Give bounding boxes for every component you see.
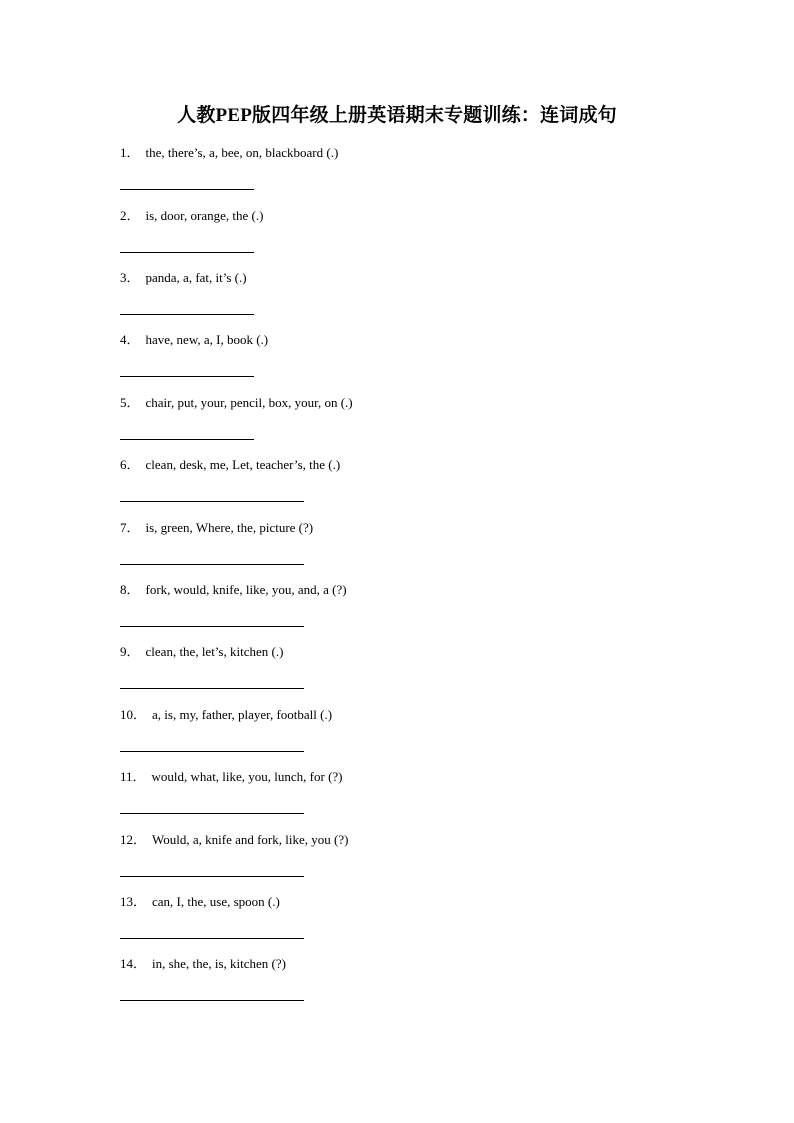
question-prompt <box>120 830 348 850</box>
answer-line[interactable] <box>120 876 304 877</box>
answer-line[interactable] <box>120 189 254 190</box>
question-words: have, new, a, I, book (.) <box>145 332 269 347</box>
question-prompt <box>120 268 247 288</box>
question-words: chair, put, your, pencil, box, your, on (.) <box>145 395 353 410</box>
question-prompt <box>120 954 286 974</box>
question-number: 11． <box>120 769 146 784</box>
question-item <box>120 580 720 642</box>
question-item <box>120 954 720 1016</box>
question-number: 9． <box>120 644 140 659</box>
question-item <box>120 268 720 330</box>
question-number: 14． <box>120 956 147 971</box>
answer-line[interactable] <box>120 1000 304 1001</box>
answer-line[interactable] <box>120 252 254 253</box>
question-prompt <box>120 455 340 475</box>
question-prompt <box>120 518 313 538</box>
question-number: 2． <box>120 208 140 223</box>
question-number: 3． <box>120 270 140 285</box>
question-prompt <box>120 892 280 912</box>
question-words: a, is, my, father, player, football (.) <box>152 707 333 722</box>
question-number: 6． <box>120 457 140 472</box>
question-item <box>120 892 720 954</box>
answer-line[interactable] <box>120 501 304 502</box>
question-number: 4． <box>120 332 140 347</box>
question-item <box>120 143 720 205</box>
question-prompt <box>120 206 263 226</box>
question-number: 13． <box>120 894 147 909</box>
answer-line[interactable] <box>120 938 304 939</box>
question-number: 12． <box>120 832 147 847</box>
question-prompt <box>120 767 343 787</box>
answer-line[interactable] <box>120 314 254 315</box>
question-item <box>120 642 720 704</box>
question-words: is, green, Where, the, picture (?) <box>145 520 314 535</box>
answer-line[interactable] <box>120 626 304 627</box>
question-item <box>120 518 720 580</box>
question-item <box>120 206 720 268</box>
question-words: can, I, the, use, spoon (.) <box>152 894 280 909</box>
question-item <box>120 393 720 455</box>
answer-line[interactable] <box>120 564 304 565</box>
question-number: 5． <box>120 395 140 410</box>
question-number: 10． <box>120 707 147 722</box>
question-number: 7． <box>120 520 140 535</box>
question-words: panda, a, fat, it’s (.) <box>145 270 247 285</box>
answer-line[interactable] <box>120 813 304 814</box>
question-item <box>120 767 720 829</box>
question-words: in, she, the, is, kitchen (?) <box>152 956 286 971</box>
question-item <box>120 705 720 767</box>
question-words: the, there’s, a, bee, on, blackboard (.) <box>145 145 339 160</box>
question-number: 1． <box>120 145 140 160</box>
question-prompt <box>120 642 283 662</box>
answer-line[interactable] <box>120 751 304 752</box>
question-prompt <box>120 580 347 600</box>
question-words: is, door, orange, the (.) <box>145 208 264 223</box>
page-title: 人教PEP版四年级上册英语期末专题训练：连词成句 <box>177 105 617 126</box>
answer-line[interactable] <box>120 439 254 440</box>
question-words: clean, the, let’s, kitchen (.) <box>145 644 284 659</box>
question-item <box>120 330 720 392</box>
question-words: clean, desk, me, Let, teacher’s, the (.) <box>145 457 341 472</box>
question-prompt <box>120 330 268 350</box>
question-prompt <box>120 393 353 413</box>
answer-line[interactable] <box>120 376 254 377</box>
question-number: 8． <box>120 582 140 597</box>
answer-line[interactable] <box>120 688 304 689</box>
question-item <box>120 455 720 517</box>
question-prompt <box>120 143 338 163</box>
question-prompt <box>120 705 332 725</box>
question-words: Would, a, knife and fork, like, you (?) <box>152 832 349 847</box>
question-item <box>120 830 720 892</box>
question-words: fork, would, knife, like, you, and, a (?) <box>145 582 347 597</box>
question-words: would, what, like, you, lunch, for (?) <box>151 769 343 784</box>
